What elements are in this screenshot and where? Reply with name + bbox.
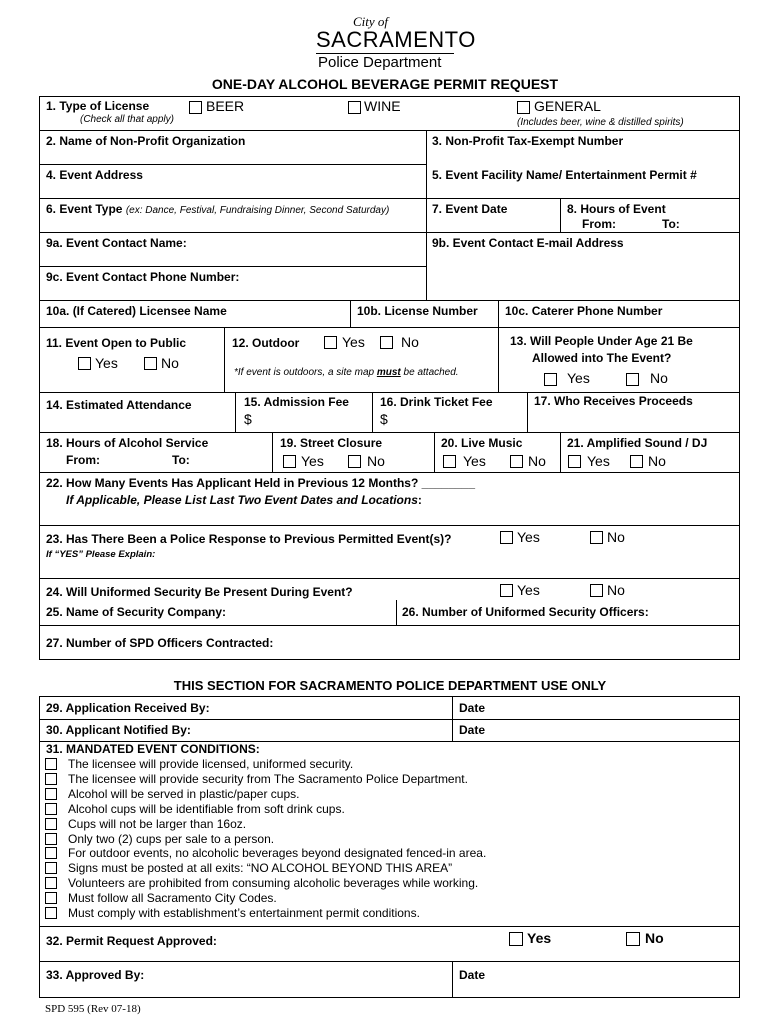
approved-no-checkbox[interactable] xyxy=(626,932,640,946)
security-officers-count-field[interactable]: 26. Number of Uniformed Security Officers: xyxy=(402,605,649,619)
music-no-label: No xyxy=(528,453,546,469)
licensee-name-field[interactable]: 10a. (If Catered) Licensee Name xyxy=(46,304,227,318)
under-21-label-line2: Allowed into The Event? xyxy=(532,351,672,365)
security-no-label: No xyxy=(607,582,625,598)
police-explain-field[interactable]: If “YES” Please Explain: xyxy=(46,549,156,560)
who-receives-proceeds-field[interactable]: 17. Who Receives Proceeds xyxy=(534,394,693,408)
street-closure-label: 19. Street Closure xyxy=(280,436,383,450)
sound-yes-checkbox[interactable] xyxy=(568,455,581,468)
condition-checkbox[interactable] xyxy=(45,847,57,859)
nonprofit-name-field[interactable]: 2. Name of Non-Profit Organization xyxy=(46,134,246,148)
general-note: (Includes beer, wine & distilled spirits) xyxy=(517,117,684,128)
beer-label: BEER xyxy=(206,98,245,114)
security-yes-label: Yes xyxy=(517,582,540,598)
condition-text: Must comply with establishment’s entertainment permit conditions. xyxy=(68,906,420,920)
outdoor-yes-label: Yes xyxy=(342,334,365,350)
wine-label: WINE xyxy=(364,98,401,114)
condition-checkbox[interactable] xyxy=(45,907,57,919)
spd-section-title: THIS SECTION FOR SACRAMENTO POLICE DEPARTMENT USE ONLY xyxy=(173,678,607,693)
condition-checkbox[interactable] xyxy=(45,803,57,815)
general-label: GENERAL xyxy=(534,98,601,114)
event-type-note: (ex: Dance, Festival, Fundraising Dinner, Second Saturday) xyxy=(125,205,390,216)
security-company-field[interactable]: 25. Name of Security Company: xyxy=(46,605,227,619)
security-no-checkbox[interactable] xyxy=(590,584,603,597)
approved-by-field[interactable]: 33. Approved By: xyxy=(46,968,145,982)
police-no-checkbox[interactable] xyxy=(590,531,603,544)
approved-no-label: No xyxy=(645,930,664,946)
condition-checkbox[interactable] xyxy=(45,862,57,874)
outdoor-no-label: No xyxy=(401,334,419,350)
street-yes-label: Yes xyxy=(301,453,324,469)
condition-checkbox[interactable] xyxy=(45,788,57,800)
public-no-checkbox[interactable] xyxy=(144,357,157,370)
event-date-field[interactable]: 7. Event Date xyxy=(432,202,508,216)
logo-city-of: City of xyxy=(353,14,389,29)
condition-text: Alcohol will be served in plastic/paper cups. xyxy=(68,786,300,801)
condition-text: For outdoor events, no alcoholic beverages beyond designated fenced-in area. xyxy=(68,846,487,861)
spd-officers-field[interactable]: 27. Number of SPD Officers Contracted: xyxy=(46,636,274,650)
check-all-note: (Check all that apply) xyxy=(80,114,174,125)
public-yes-checkbox[interactable] xyxy=(78,357,91,370)
public-yes-label: Yes xyxy=(95,355,118,371)
outdoor-label: 12. Outdoor xyxy=(232,336,300,350)
music-yes-label: Yes xyxy=(463,453,486,469)
condition-checkbox[interactable] xyxy=(45,877,57,889)
application-received-field[interactable]: 29. Application Received By: xyxy=(46,701,210,715)
condition-checkbox[interactable] xyxy=(45,818,57,830)
alcohol-to-field[interactable]: To: xyxy=(172,453,190,467)
live-music-label: 20. Live Music xyxy=(441,436,523,450)
music-no-checkbox[interactable] xyxy=(510,455,523,468)
under-21-label-line1: 13. Will People Under Age 21 Be xyxy=(510,334,693,348)
condition-text: Alcohol cups will be identifiable from soft drink cups. xyxy=(68,801,345,816)
event-type-field[interactable] xyxy=(46,202,389,216)
alcohol-from-field[interactable]: From: xyxy=(66,453,100,467)
sound-no-label: No xyxy=(648,453,666,469)
form-title: ONE-DAY ALCOHOL BEVERAGE PERMIT REQUEST xyxy=(211,76,559,92)
permit-approved-label: 32. Permit Request Approved: xyxy=(46,934,217,948)
sound-yes-label: Yes xyxy=(587,453,610,469)
admission-fee-dollar[interactable]: $ xyxy=(244,411,252,427)
condition-text: Cups will not be larger than 16oz. xyxy=(68,816,247,831)
condition-checkbox[interactable] xyxy=(45,758,57,770)
street-no-checkbox[interactable] xyxy=(348,455,361,468)
logo-city-name: SACRAMENTO xyxy=(316,27,476,52)
condition-checkbox[interactable] xyxy=(45,892,57,904)
police-response-label: 23. Has There Been a Police Response to Previous Permitted Event(s)? xyxy=(46,532,452,546)
approved-yes-checkbox[interactable] xyxy=(509,932,523,946)
general-checkbox[interactable] xyxy=(517,101,530,114)
under21-no-label: No xyxy=(650,370,668,386)
hours-of-event-label: 8. Hours of Event xyxy=(567,202,666,216)
mandated-conditions-label: 31. MANDATED EVENT CONDITIONS: xyxy=(46,742,260,756)
outdoor-yes-checkbox[interactable] xyxy=(324,336,337,349)
form-number: SPD 595 (Rev 07-18) xyxy=(45,1003,141,1015)
hours-alcohol-service-label: 18. Hours of Alcohol Service xyxy=(46,436,209,450)
applicant-notified-field[interactable]: 30. Applicant Notified By: xyxy=(46,723,191,737)
under21-yes-checkbox[interactable] xyxy=(544,373,557,386)
music-yes-checkbox[interactable] xyxy=(443,455,456,468)
condition-checkbox[interactable] xyxy=(45,833,57,845)
outdoor-no-checkbox[interactable] xyxy=(380,336,393,349)
received-date-field[interactable]: Date xyxy=(459,701,486,715)
condition-text: Must follow all Sacramento City Codes. xyxy=(68,891,277,906)
estimated-attendance-field[interactable]: 14. Estimated Attendance xyxy=(46,398,192,412)
police-yes-checkbox[interactable] xyxy=(500,531,513,544)
license-number-field[interactable]: 10b. License Number xyxy=(357,304,478,318)
condition-text: Signs must be posted at all exits: “NO ALCOHOL BEYOND THIS AREA” xyxy=(68,861,453,876)
contact-email-field[interactable]: 9b. Event Contact E-mail Address xyxy=(432,236,624,250)
sound-no-checkbox[interactable] xyxy=(630,455,643,468)
police-yes-label: Yes xyxy=(517,529,540,545)
wine-checkbox[interactable] xyxy=(348,101,361,114)
uniformed-security-label: 24. Will Uniformed Security Be Present During Event? xyxy=(46,585,353,599)
event-address-field[interactable]: 4. Event Address xyxy=(46,168,143,182)
security-yes-checkbox[interactable] xyxy=(500,584,513,597)
previous-events-list-field[interactable]: If Applicable, Please List Last Two Event Dates and Locations: xyxy=(66,493,422,507)
drink-ticket-fee-label: 16. Drink Ticket Fee xyxy=(380,395,493,409)
admission-fee-label: 15. Admission Fee xyxy=(244,395,349,409)
condition-checkbox[interactable] xyxy=(45,773,57,785)
condition-text: The licensee will provide licensed, uniformed security. xyxy=(68,757,354,771)
under21-no-checkbox[interactable] xyxy=(626,373,639,386)
street-yes-checkbox[interactable] xyxy=(283,455,296,468)
outdoor-site-map-note: *If event is outdoors, a site map must be attached. xyxy=(234,367,459,378)
caterer-phone-field[interactable]: 10c. Caterer Phone Number xyxy=(505,304,663,318)
condition-text: Only two (2) cups per sale to a person. xyxy=(68,831,275,846)
amplified-sound-label: 21. Amplified Sound / DJ xyxy=(567,436,708,450)
hours-from-field[interactable]: From: xyxy=(582,217,616,231)
hours-to-field[interactable]: To: xyxy=(662,217,680,231)
approved-yes-label: Yes xyxy=(527,930,552,946)
event-type-label: 6. Event Type xyxy=(46,202,123,216)
under21-yes-label: Yes xyxy=(567,370,590,386)
open-to-public-label: 11. Event Open to Public xyxy=(46,336,187,350)
approved-date-field[interactable]: Date xyxy=(459,968,486,982)
police-no-label: No xyxy=(607,529,625,545)
public-no-label: No xyxy=(161,355,179,371)
drink-ticket-dollar[interactable]: $ xyxy=(380,411,388,427)
tax-exempt-number-field[interactable]: 3. Non-Profit Tax-Exempt Number xyxy=(432,134,624,148)
beer-checkbox[interactable] xyxy=(189,101,202,114)
event-facility-field[interactable]: 5. Event Facility Name/ Entertainment Permit # xyxy=(432,168,697,182)
previous-events-field[interactable]: 22. How Many Events Has Applicant Held in Previous 12 Months? ________ xyxy=(46,476,476,490)
contact-phone-field[interactable]: 9c. Event Contact Phone Number: xyxy=(46,270,240,284)
street-no-label: No xyxy=(367,453,385,469)
type-of-license-label: 1. Type of License xyxy=(46,99,150,113)
condition-text: Volunteers are prohibited from consuming alcoholic beverages while working. xyxy=(68,876,479,891)
logo-department: Police Department xyxy=(318,54,442,71)
condition-text: The licensee will provide security from The Sacramento Police Department. xyxy=(68,771,468,786)
contact-name-field[interactable]: 9a. Event Contact Name: xyxy=(46,236,187,250)
notified-date-field[interactable]: Date xyxy=(459,723,486,737)
